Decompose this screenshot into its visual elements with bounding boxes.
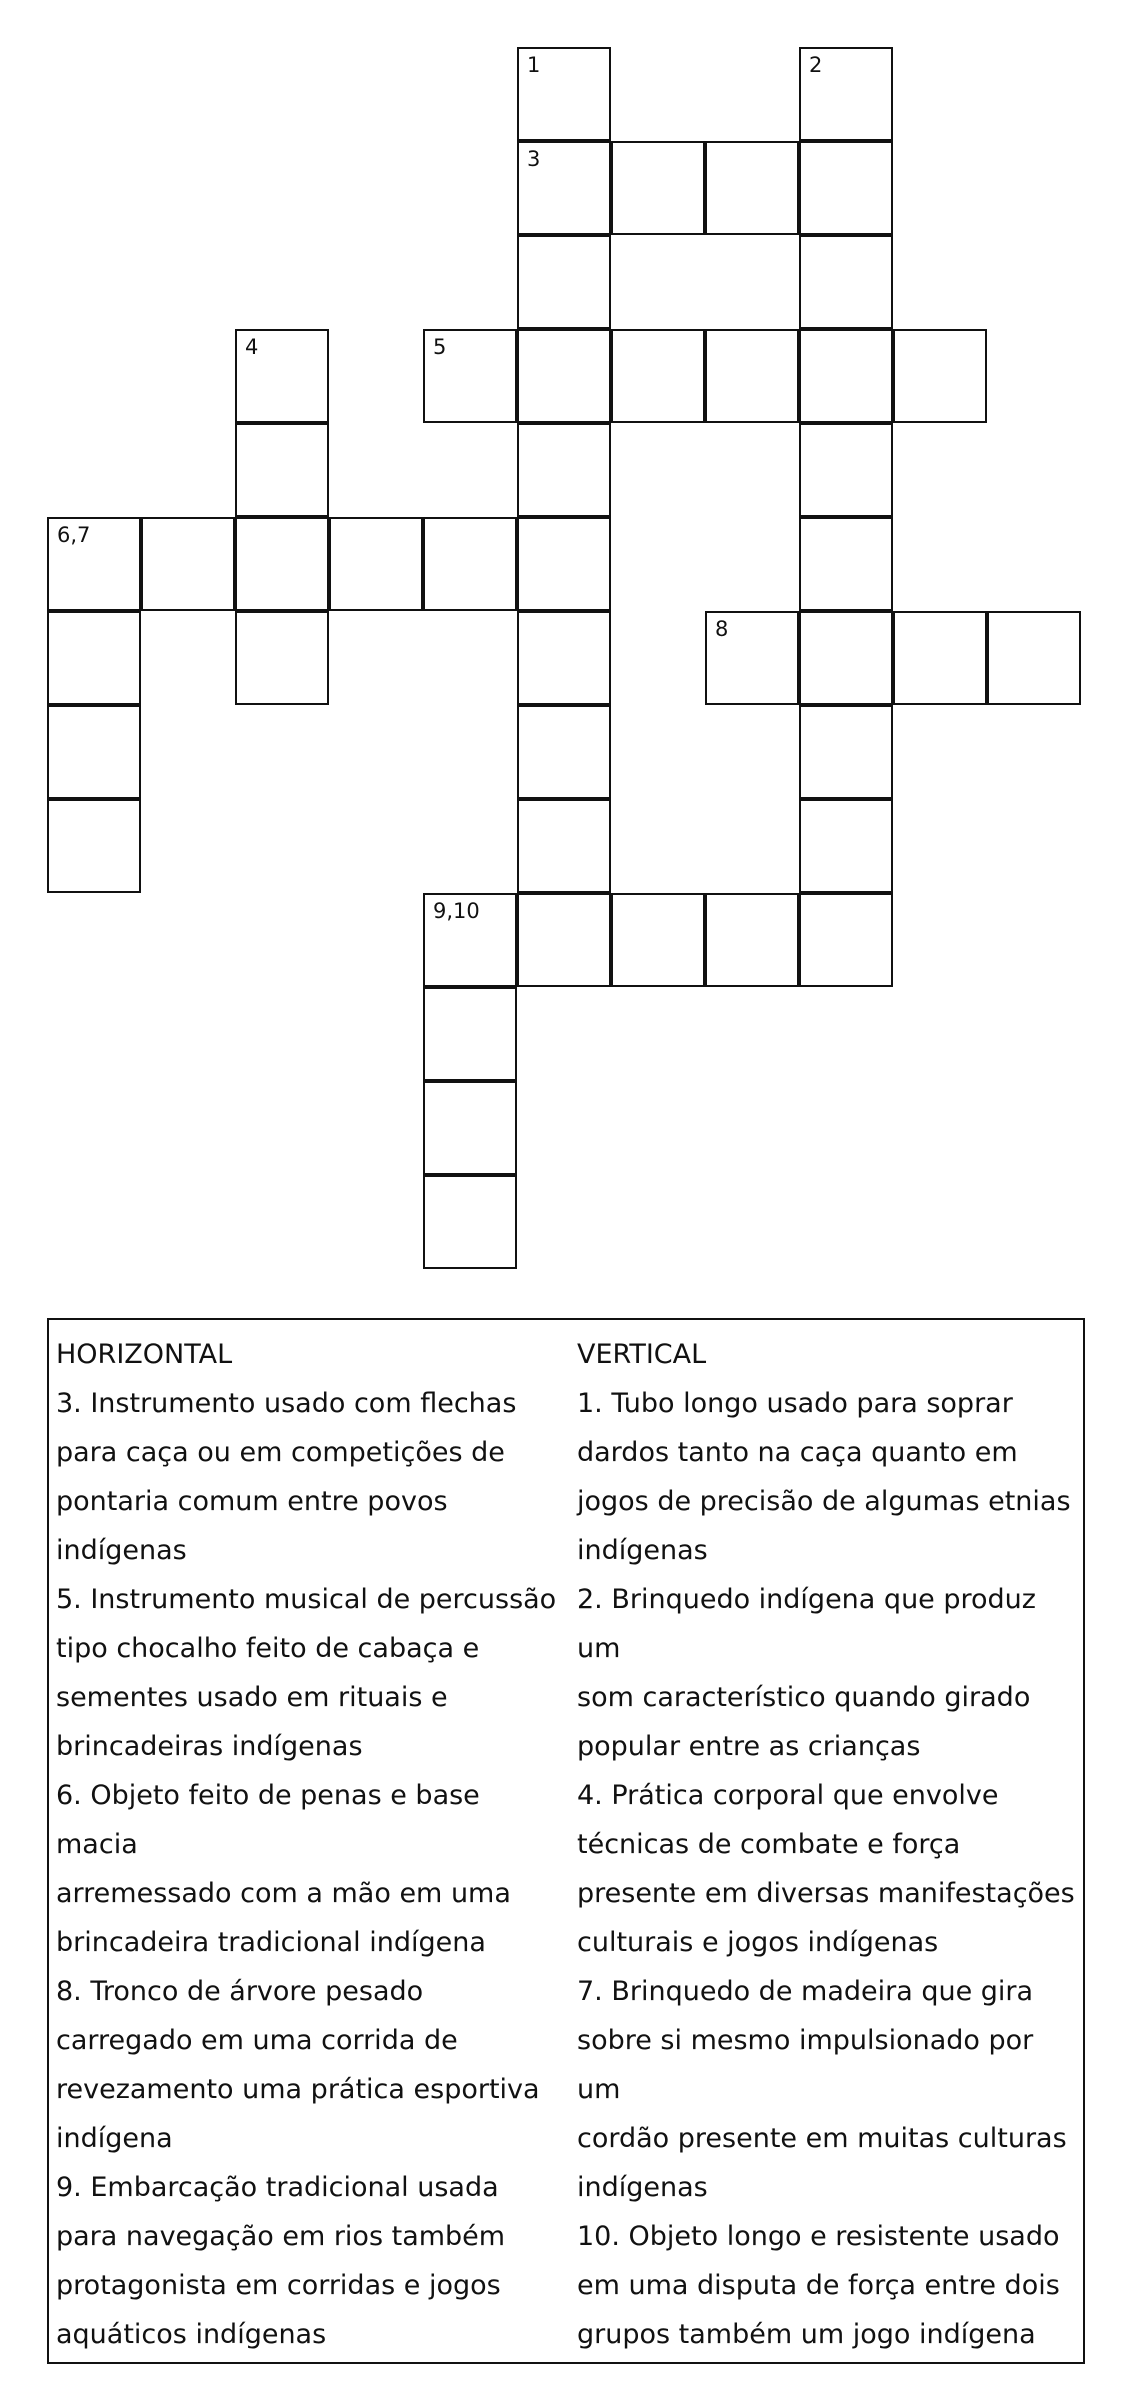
grid-cell[interactable] <box>987 611 1081 705</box>
grid-cell[interactable] <box>235 423 329 517</box>
clue-number: 2 <box>809 53 823 77</box>
grid-cell[interactable] <box>893 329 987 423</box>
grid-cell[interactable] <box>799 141 893 235</box>
grid-cell[interactable] <box>423 329 517 423</box>
grid-cell[interactable] <box>799 705 893 799</box>
clue-line: presente em diversas manifestações <box>577 1878 1075 1909</box>
clue-line: grupos também um jogo indígena <box>577 2319 1036 2350</box>
grid-cell[interactable] <box>705 611 799 705</box>
grid-cell[interactable] <box>799 517 893 611</box>
clue-line: indígenas <box>577 1535 708 1566</box>
clue-line: dardos tanto na caça quanto em <box>577 1437 1018 1468</box>
grid-cell[interactable] <box>517 611 611 705</box>
clue-line: 8. Tronco de árvore pesado <box>56 1976 424 2007</box>
grid-cell[interactable] <box>517 423 611 517</box>
grid-cell[interactable] <box>799 611 893 705</box>
grid-cell[interactable] <box>517 799 611 893</box>
clue-line: 1. Tubo longo usado para soprar <box>577 1388 1013 1419</box>
clue-number: 5 <box>433 335 447 359</box>
vertical-clue-list <box>577 1379 1082 2359</box>
clue-line: 7. Brinquedo de madeira que gira <box>577 1976 1034 2007</box>
grid-cell[interactable] <box>517 517 611 611</box>
clue-line: som característico quando girado <box>577 1682 1031 1713</box>
grid-cell[interactable] <box>799 235 893 329</box>
grid-cell[interactable] <box>799 423 893 517</box>
clue-line: tipo chocalho feito de cabaça e <box>56 1633 480 1664</box>
grid-cell[interactable] <box>799 799 893 893</box>
clue-line: sobre si mesmo impulsionado por um <box>577 2025 1034 2105</box>
grid-cell[interactable] <box>893 611 987 705</box>
vertical-clues <box>577 1330 1082 2359</box>
grid-cell[interactable] <box>799 47 893 141</box>
grid-cell[interactable] <box>47 611 141 705</box>
grid-cell[interactable] <box>423 987 517 1081</box>
grid-cell[interactable] <box>611 141 705 235</box>
clue-line: em uma disputa de força entre dois <box>577 2270 1060 2301</box>
clue-line: brincadeira tradicional indígena <box>56 1927 486 1958</box>
grid-cell[interactable] <box>611 893 705 987</box>
grid-cell[interactable] <box>517 705 611 799</box>
grid-cell[interactable] <box>47 517 141 611</box>
grid-cell[interactable] <box>517 893 611 987</box>
grid-cell[interactable] <box>517 329 611 423</box>
clue-line: 5. Instrumento musical de percussão <box>56 1584 557 1615</box>
clue-line: cordão presente em muitas culturas <box>577 2123 1067 2154</box>
clue-line: indígena <box>56 2123 173 2154</box>
clue-line: aquáticos indígenas <box>56 2319 327 2350</box>
clue-number: 3 <box>527 147 541 171</box>
grid-cell[interactable] <box>799 329 893 423</box>
clue-line: 6. Objeto feito de penas e base macia <box>56 1780 480 1860</box>
grid-cell[interactable] <box>799 893 893 987</box>
clue-line: para caça ou em competições de <box>56 1437 505 1468</box>
clue-line: carregado em uma corrida de <box>56 2025 458 2056</box>
grid-cell[interactable] <box>705 329 799 423</box>
clue-line: arremessado com a mão em uma <box>56 1878 511 1909</box>
clue-line: 2. Brinquedo indígena que produz um <box>577 1584 1036 1664</box>
grid-cell[interactable] <box>517 235 611 329</box>
grid-cell[interactable] <box>235 329 329 423</box>
clue-line: revezamento uma prática esportiva <box>56 2074 540 2105</box>
grid-cell[interactable] <box>235 611 329 705</box>
clue-line: pontaria comum entre povos <box>56 1486 448 1517</box>
grid-cell[interactable] <box>423 1081 517 1175</box>
horizontal-clue-list <box>56 1379 561 2359</box>
grid-cell[interactable] <box>705 141 799 235</box>
grid-cell[interactable] <box>705 893 799 987</box>
grid-cell[interactable] <box>517 141 611 235</box>
clue-line: culturais e jogos indígenas <box>577 1927 939 1958</box>
vertical-heading: VERTICAL <box>577 1339 707 1370</box>
clues-box <box>47 1318 1085 2364</box>
clue-line: sementes usado em rituais e <box>56 1682 448 1713</box>
clue-number: 6,7 <box>57 523 91 547</box>
clue-number: 1 <box>527 53 541 77</box>
horizontal-heading: HORIZONTAL <box>56 1339 233 1370</box>
horizontal-clues <box>56 1330 561 2359</box>
clue-line: 4. Prática corporal que envolve <box>577 1780 999 1811</box>
grid-cell[interactable] <box>423 893 517 987</box>
grid-cell[interactable] <box>329 517 423 611</box>
clue-line: protagonista em corridas e jogos <box>56 2270 501 2301</box>
clue-line: para navegação em rios também <box>56 2221 506 2252</box>
clue-line: jogos de precisão de algumas etnias <box>577 1486 1071 1517</box>
grid-cell[interactable] <box>611 329 705 423</box>
grid-cell[interactable] <box>517 47 611 141</box>
clue-line: 9. Embarcação tradicional usada <box>56 2172 499 2203</box>
clue-line: técnicas de combate e força <box>577 1829 961 1860</box>
clue-number: 4 <box>245 335 259 359</box>
clue-line: brincadeiras indígenas <box>56 1731 363 1762</box>
clue-number: 8 <box>715 617 729 641</box>
grid-cell[interactable] <box>423 517 517 611</box>
clue-line: 10. Objeto longo e resistente usado <box>577 2221 1060 2252</box>
clue-line: popular entre as crianças <box>577 1731 921 1762</box>
grid-cell[interactable] <box>235 517 329 611</box>
grid-cell[interactable] <box>423 1175 517 1269</box>
grid-cell[interactable] <box>47 799 141 893</box>
grid-cell[interactable] <box>47 705 141 799</box>
grid-cell[interactable] <box>141 517 235 611</box>
clue-line: 3. Instrumento usado com flechas <box>56 1388 517 1419</box>
clue-line: indígenas <box>577 2172 708 2203</box>
clue-number: 9,10 <box>433 899 480 923</box>
clue-line: indígenas <box>56 1535 187 1566</box>
